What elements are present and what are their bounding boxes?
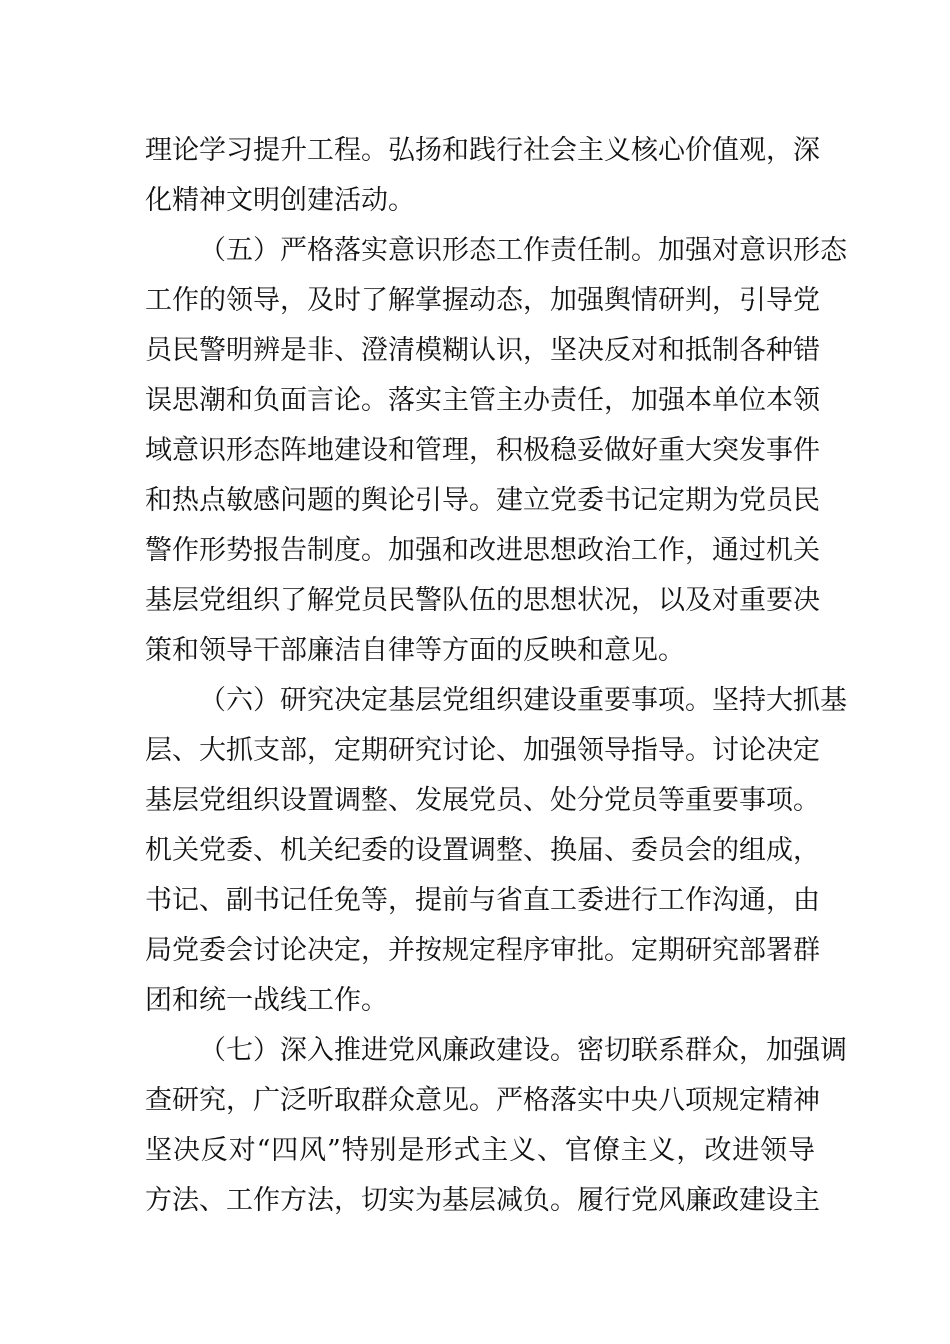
text-line: （五）严格落实意识形态工作责任制。加强对意识形态 bbox=[199, 235, 847, 266]
text-line: 和热点敏感问题的舆论引导。建立党委书记定期为党员民 bbox=[145, 485, 820, 516]
text-line: 域意识形态阵地建设和管理，积极稳妥做好重大突发事件 bbox=[145, 435, 820, 466]
text-line: 查研究，广泛听取群众意见。严格落实中央八项规定精神 bbox=[145, 1085, 820, 1116]
text-line: 团和统一战线工作。 bbox=[145, 985, 388, 1016]
text-line: 局党委会讨论决定，并按规定程序审批。定期研究部署群 bbox=[145, 935, 820, 966]
text-line: 坚决反对“四风”特别是形式主义、官僚主义，改进领导 bbox=[145, 1135, 815, 1166]
text-line: 机关党委、机关纪委的设置调整、换届、委员会的组成， bbox=[145, 835, 820, 866]
text-line: 警作形势报告制度。加强和改进思想政治工作，通过机关 bbox=[145, 535, 820, 566]
text-line: 理论学习提升工程。弘扬和践行社会主义核心价值观，深 bbox=[145, 135, 820, 166]
text-line: 化精神文明创建活动。 bbox=[145, 185, 415, 216]
text-line: 员民警明辨是非、澄清模糊认识，坚决反对和抵制各种错 bbox=[145, 335, 820, 366]
text-line: （七）深入推进党风廉政建设。密切联系群众，加强调 bbox=[199, 1035, 847, 1066]
text-line: 方法、工作方法，切实为基层减负。履行党风廉政建设主 bbox=[145, 1185, 820, 1216]
text-line: 策和领导干部廉洁自律等方面的反映和意见。 bbox=[145, 635, 685, 666]
text-line: 工作的领导，及时了解掌握动态，加强舆情研判，引导党 bbox=[145, 285, 820, 316]
text-line: 误思潮和负面言论。落实主管主办责任，加强本单位本领 bbox=[145, 385, 820, 416]
text-line: 基层党组织设置调整、发展党员、处分党员等重要事项。 bbox=[145, 785, 820, 816]
text-line: 书记、副书记任免等，提前与省直工委进行工作沟通，由 bbox=[145, 885, 820, 916]
text-line: 基层党组织了解党员民警队伍的思想状况，以及对重要决 bbox=[145, 585, 820, 616]
text-line: 层、大抓支部，定期研究讨论、加强领导指导。讨论决定 bbox=[145, 735, 820, 766]
text-line: （六）研究决定基层党组织建设重要事项。坚持大抓基 bbox=[199, 685, 847, 716]
